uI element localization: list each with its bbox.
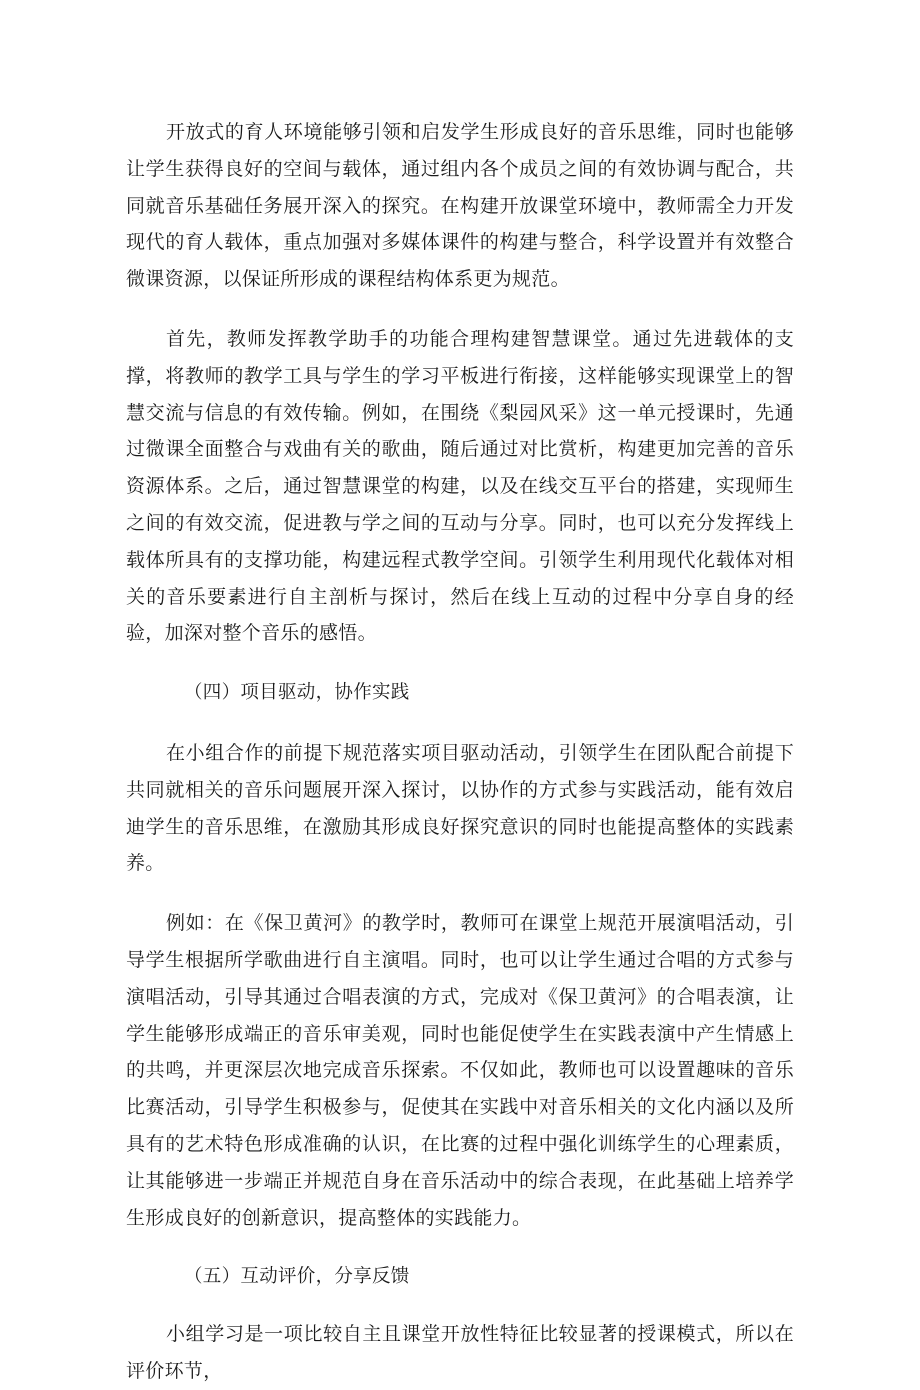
- paragraph-open-environment: 开放式的育人环境能够引领和启发学生形成良好的音乐思维，同时也能够让学生获得良好的空间与载体，通过组内各个成员之间的有效协调与配合，共同就音乐基础任务展开深入的探究。在构建开放课堂环境中，教师需全力开发现代的育人载体，重点加强对多媒体课件的构建与整合，科学设置并有效整合微课资源，以保证所形成的课程结构体系更为规范。: [126, 121, 794, 291]
- paragraph-smart-classroom: 首先，教师发挥教学助手的功能合理构建智慧课堂。通过先进载体的支撑，将教师的教学工具与学生的学习平板进行衔接，这样能够实现课堂上的智慧交流与信息的有效传输。例如，在围绕《梨园风采》这一单元授课时，先通过微课全面整合与戏曲有关的歌曲，随后通过对比赏析，构建更加完善的音乐资源体系。之后，通过智慧课堂的构建，以及在线交互平台的搭建，实现师生之间的有效交流，促进教与学之间的互动与分享。同时，也可以充分发挥线上载体所具有的支撑功能，构建远程式教学空间。引领学生利用现代化载体对相关的音乐要素进行自主剖析与探讨，然后在线上互动的过程中分享自身的经验，加深对整个音乐的感悟。: [126, 327, 794, 645]
- document-body: [126, 114, 794, 1390]
- paragraph-gap: [126, 652, 794, 675]
- paragraph-gap: [126, 298, 794, 321]
- section-heading-five: （五）互动评价，分享反馈: [184, 1266, 410, 1288]
- paragraph-gap: [126, 1296, 794, 1316]
- paragraph-gap: [126, 882, 794, 905]
- paragraph-group-learning: 小组学习是一项比较自主且课堂开放性特征比较显著的授课模式，所以在评价环节，: [126, 1323, 794, 1382]
- paragraph-example-baowei-huanghe: 例如：在《保卫黄河》的教学时，教师可在课堂上规范开展演唱活动，引导学生根据所学歌曲进行自主演唱。同时，也可以让学生通过合唱的方式参与演唱活动，引导其通过合唱表演的方式，完成对《保卫黄河》的合唱表演，让学生能够形成端正的音乐审美观，同时也能促使学生在实践表演中产生情感上的共鸣，并更深层次地完成音乐探索。不仅如此，教师也可以设置趣味的音乐比赛活动，引导学生积极参与，促使其在实践中对音乐相关的文化内涵以及所具有的艺术特色形成准确的认识，在比赛的过程中强化训练学生的心理素质，让其能够进一步端正并规范自身在音乐活动中的综合表现，在此基础上培养学生形成良好的创新意识，提高整体的实践能力。: [126, 912, 794, 1229]
- paragraph-gap: [126, 712, 794, 735]
- paragraph-gap: [126, 1236, 794, 1259]
- paragraph-project-driven: 在小组合作的前提下规范落实项目驱动活动，引领学生在团队配合前提下共同就相关的音乐问题展开深入探讨，以协作的方式参与实践活动，能有效启迪学生的音乐思维，在激励其形成良好探究意识的同时也能提高整体的实践素养。: [126, 741, 794, 875]
- section-heading-four: （四）项目驱动，协作实践: [184, 682, 410, 704]
